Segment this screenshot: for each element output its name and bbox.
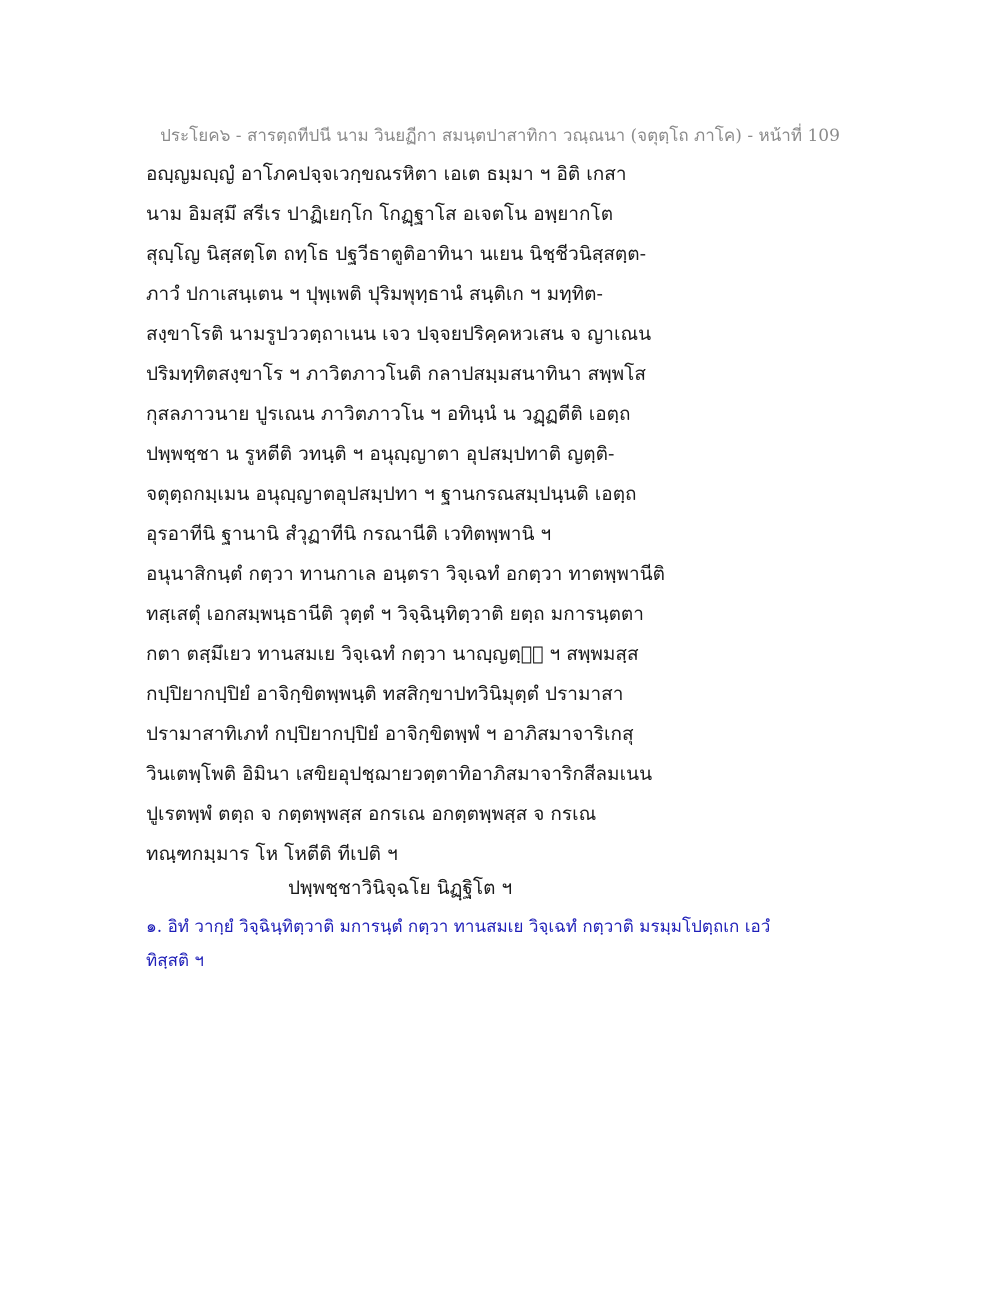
section-closing: ปพฺพชฺชาวินิจฺฉโย นิฏฺฐิโต ฯ bbox=[288, 877, 513, 899]
body-line: กุสลภาวนาย ปูรเณน ภาวิตภาวโน ฯ อทินฺนํ น วฏฺฏตีติ เอตฺถ bbox=[146, 403, 631, 425]
body-line: ปพฺพชฺชา น รูหตีติ วทนฺติ ฯ อนุญฺญาตา อุปสมฺปทาติ ญตฺติ- bbox=[146, 443, 615, 465]
body-line: จตุตฺถกมฺเมน อนุญฺญาตอุปสมฺปทา ฯ ฐานกรณสมฺปนฺนติ เอตฺถ bbox=[146, 483, 637, 505]
body-line: ภาวํ ปกาเสนฺเตน ฯ ปุพฺเพติ ปุริมพุทฺธานํ สนฺติเก ฯ มทฺทิต- bbox=[146, 283, 603, 305]
footnote bbox=[146, 912, 846, 980]
body-line: ปรามาสาทิเภทํ กปฺปิยากปฺปิยํ อาจิกฺขิตพฺพํ ฯ อาภิสมาจาริเกสุ bbox=[146, 723, 634, 745]
body-line: ทสฺเสตุํ เอกสมฺพนฺธานีติ วุตฺตํ ฯ วิจฺฉินฺทิตฺวาติ ยตฺถ มการนฺตตา bbox=[146, 603, 644, 625]
body-text bbox=[146, 158, 706, 878]
body-line: ทณฺฑกมฺมาร โห โหตีติ ทีเปติ ฯ bbox=[146, 843, 398, 865]
footnote-line: ๑. อิทํ วากฺยํ วิจฺฉินฺทิตฺวาติ มการนฺตํ กตฺวา ทานสมเย วิจฺเฉทํ กตฺวาติ มรมฺมโปตฺถเก เอวํ bbox=[146, 917, 771, 937]
body-line: นาม อิมสฺมึ สรีเร ปาฏิเยกฺโก โกฏฺฐาโส อเจตโน อพฺยากโต bbox=[146, 203, 614, 225]
body-line: กตา ตสฺมึเยว ทานสมเย วิจฺเฉทํ กตฺวา นาญฺญตฺร᪵ ฯ สพฺพมสฺส bbox=[146, 643, 639, 665]
body-line: กปฺปิยากปฺปิยํ อาจิกฺขิตพฺพนฺติ ทสสิกฺขาปทวินิมุตฺตํ ปรามาสา bbox=[146, 683, 624, 705]
body-line: อญฺญมญฺญํ อาโภคปจฺจเวกฺขณรหิตา เอเต ธมฺมา ฯ อิติ เกสา bbox=[146, 163, 627, 185]
body-line: อนุนาสิกนฺตํ กตฺวา ทานกาเล อนฺตรา วิจฺเฉทํ อกตฺวา ทาตพฺพานีติ bbox=[146, 563, 665, 585]
body-line: สุญฺโญ นิสฺสตฺโต ถทฺโธ ปฐวีธาตูติอาทินา นเยน นิชฺชีวนิสฺสตฺต- bbox=[146, 243, 647, 265]
body-line: สงฺขาโรติ นามรูปววตฺถาเนน เจว ปจฺจยปริคฺคหวเสน จ ญาเณน bbox=[146, 323, 652, 345]
body-line: ปริมทฺทิตสงฺขาโร ฯ ภาวิตภาวโนติ กลาปสมฺมสนาทินา สพฺพโส bbox=[146, 363, 646, 385]
page-header: ประโยค๖ - สารตฺถทีปนี นาม วินยฏีกา สมนฺตปาสาทิกา วณฺณนา (จตุตฺโถ ภาโค) - หน้าที่ 109 bbox=[160, 126, 840, 146]
body-line: วินเตพฺโพติ อิมินา เสขิยอุปชฺฌายวตฺตาทิอาภิสมาจาริกสีลมเนน bbox=[146, 763, 653, 785]
body-line: ปูเรตพฺพํ ตตฺถ จ กตฺตพฺพสฺส อกรเณ อกตฺตพฺพสฺส จ กรเณ bbox=[146, 803, 597, 825]
body-line: อุรอาทีนิ ฐานานิ สํวุฏาทีนิ กรณานีติ เวทิตพฺพานิ ฯ bbox=[146, 523, 552, 545]
footnote-line: ทิสฺสติ ฯ bbox=[146, 951, 204, 971]
